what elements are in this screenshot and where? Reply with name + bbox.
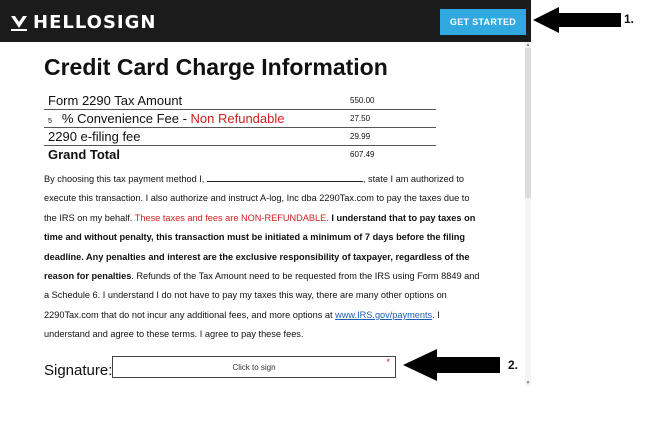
terms-text: . Refunds of the Tax Amount need to be requested from the IRS using Form 8849 and a Schedule 6. I understand I do not have to pay my taxes this way, there are many other options on 2290Tax.com that do not incur any additional fees, and more options at <box>44 271 480 320</box>
fee-percent-value: 5 <box>48 118 52 125</box>
brand-name: HELLOSIGN <box>33 12 157 33</box>
arrow-left-icon <box>403 349 500 381</box>
non-refundable-notice: These taxes and fees are NON-REFUNDABLE. <box>134 212 329 223</box>
scroll-down-icon[interactable]: ▼ <box>525 380 531 386</box>
required-asterisk: * <box>386 357 390 367</box>
fee-row <box>44 110 436 128</box>
hellosign-logo <box>10 12 156 33</box>
annotation-marker-1: 1. <box>624 12 635 26</box>
fee-row <box>44 92 436 110</box>
name-blank <box>207 173 363 182</box>
signature-label: Signature: <box>44 362 113 379</box>
grand-total-amount: 607.49 <box>350 150 375 159</box>
terms-text: By choosing this tax payment method I, <box>44 174 207 184</box>
fee-amount: 550.00 <box>350 96 375 105</box>
signature-field[interactable] <box>112 356 396 378</box>
penalty-notice: I understand that to pay taxes on time and without penalty, this transaction must be initiated a minimum of 7 days before the filing deadline. Any penalties and interest are the exclusive responsibility of taxpayer, regardless of the reason for penalties <box>44 212 476 282</box>
scroll-up-icon[interactable]: ▲ <box>525 42 531 48</box>
grand-total-row <box>44 146 436 163</box>
grand-total-label: Grand Total <box>48 147 120 162</box>
arrow-left-icon <box>533 7 621 33</box>
fee-label-text: % Convenience Fee - <box>61 111 191 126</box>
fee-amount: 27.50 <box>350 114 371 123</box>
fee-label: 2290 e-filing fee <box>48 129 141 144</box>
get-started-button[interactable]: GET STARTED <box>440 9 526 35</box>
terms-text: . I understand and agree to these terms. I agree to pay these fees. <box>44 309 440 340</box>
click-to-sign-label: Click to sign <box>232 362 276 372</box>
fee-table <box>44 92 436 163</box>
fee-label <box>48 111 285 126</box>
terms-paragraph <box>44 170 480 345</box>
non-refundable-label: Non Refundable <box>190 111 285 126</box>
fee-label: Form 2290 Tax Amount <box>48 93 183 108</box>
vertical-scrollbar[interactable] <box>525 42 531 386</box>
fee-row <box>44 128 436 146</box>
hellosign-check-icon <box>10 14 28 32</box>
irs-payments-link[interactable]: www.IRS.gov/payments <box>335 309 433 320</box>
annotation-marker-2: 2. <box>508 358 519 372</box>
top-bar <box>0 0 531 42</box>
scroll-thumb[interactable] <box>525 48 531 198</box>
terms-text: , state I am authorized to execute this transaction. I also authorize and instruct A-log, Inc dba 2290Tax.com to pay the taxes due to the IRS on my behalf. <box>44 174 470 223</box>
fee-amount: 29.99 <box>350 132 371 141</box>
page-title: Credit Card Charge Information <box>44 54 388 80</box>
